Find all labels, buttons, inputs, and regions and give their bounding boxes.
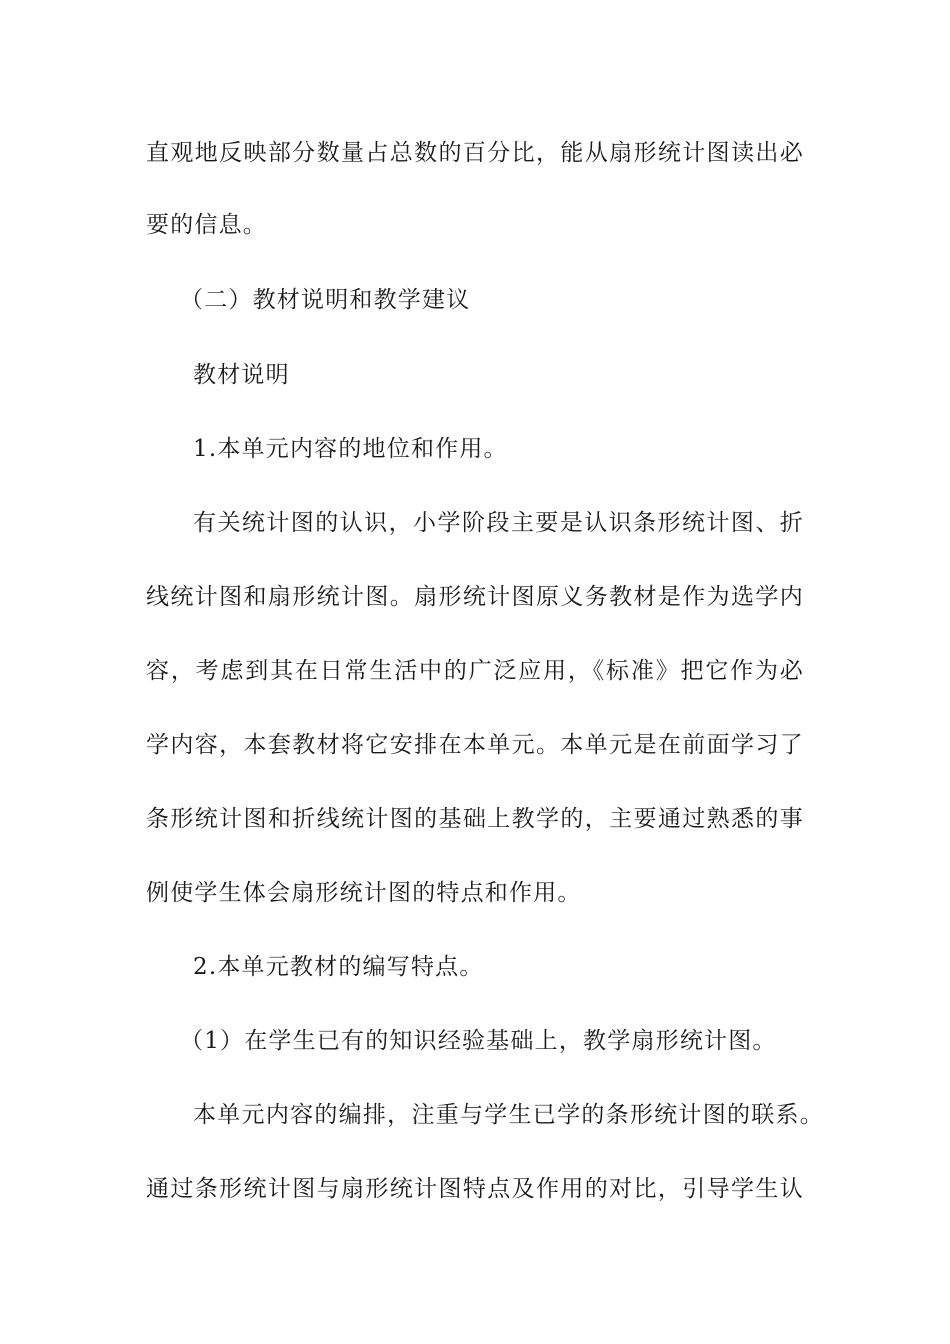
paragraph-line-4: 线统计图和扇形统计图。扇形统计图原义务教材是作为选学内: [146, 584, 804, 610]
subitem-heading-1: （1）在学生已有的知识经验基础上，教学扇形统计图。: [180, 1028, 777, 1054]
item-heading-1: 1.本单元内容的地位和作用。: [193, 436, 508, 462]
paragraph-line-7: 条形统计图和折线统计图的基础上教学的，主要通过熟悉的事: [146, 806, 804, 832]
paragraph-line-1: 直观地反映部分数量占总数的百分比，能从扇形统计图读出必: [146, 140, 804, 166]
paragraph-line-8: 例使学生体会扇形统计图的特点和作用。: [146, 880, 582, 906]
section-heading: （二）教材说明和教学建议: [180, 287, 471, 313]
paragraph-line-6: 学内容，本套教材将它安排在本单元。本单元是在前面学习了: [146, 732, 804, 758]
paragraph-line-2: 要的信息。: [146, 212, 267, 238]
paragraph-line-9: 本单元内容的编排，注重与学生已学的条形统计图的联系。: [193, 1102, 824, 1128]
paragraph-line-5: 容，考虑到其在日常生活中的广泛应用，《标准》把它作为必: [146, 658, 804, 684]
subheading-material-notes: 教材说明: [193, 362, 290, 388]
paragraph-line-3: 有关统计图的认识，小学阶段主要是认识条形统计图、折: [193, 510, 804, 536]
paragraph-line-10: 通过条形统计图与扇形统计图特点及作用的对比，引导学生认: [146, 1176, 804, 1202]
item-heading-2: 2.本单元教材的编写特点。: [193, 954, 484, 980]
